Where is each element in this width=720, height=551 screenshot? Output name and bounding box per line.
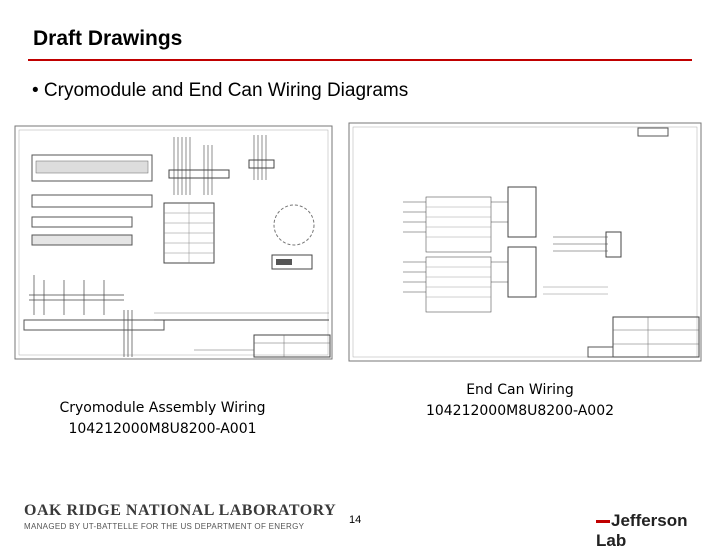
bullet-text: • Cryomodule and End Can Wiring Diagrams xyxy=(32,80,409,101)
end-can-wiring-drawing xyxy=(348,122,702,362)
cryomodule-wiring-drawing xyxy=(14,125,333,360)
ornl-name: OAK RIDGE NATIONAL LABORATORY xyxy=(24,502,337,519)
ornl-logo xyxy=(24,502,336,531)
page-number: 14 xyxy=(349,514,362,526)
jlab-name: Jefferson Lab xyxy=(596,511,688,550)
caption-end-can xyxy=(395,380,645,422)
caption-cryomodule xyxy=(40,398,285,440)
caption-cryomodule-title: Cryomodule Assembly Wiring xyxy=(59,400,266,416)
title-divider xyxy=(28,59,692,61)
caption-cryomodule-number: 104212000M8U8200-A001 xyxy=(68,421,257,437)
jefferson-lab-logo xyxy=(596,511,720,551)
ornl-subtitle: MANAGED BY UT-BATTELLE FOR THE US DEPARTMENT OF ENERGY xyxy=(24,522,305,531)
caption-end-can-title: End Can Wiring xyxy=(466,382,574,398)
slide-title: Draft Drawings xyxy=(33,27,183,50)
caption-end-can-number: 104212000M8U8200-A002 xyxy=(425,403,615,419)
jlab-mark-icon xyxy=(596,520,610,523)
